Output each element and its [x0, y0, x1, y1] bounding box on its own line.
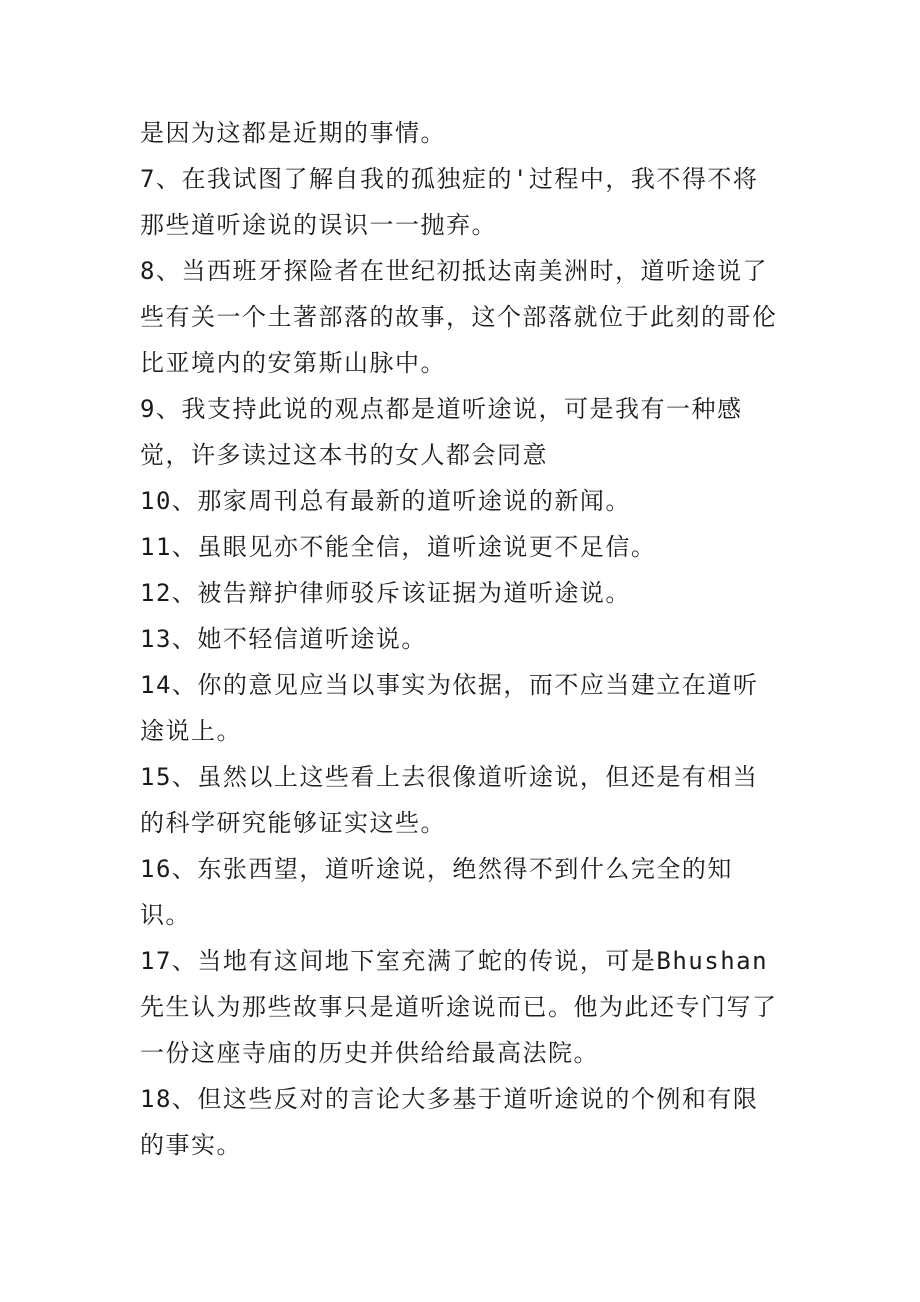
paragraph: 11、虽眼见亦不能全信，道听途说更不足信。	[140, 533, 657, 561]
paragraph: 9、我支持此说的观点都是道听途说，可是我有一种感觉，许多读过这本书的女人都会同意	[140, 395, 743, 469]
paragraph: 8、当西班牙探险者在世纪初抵达南美洲时，道听途说了些有关一个土著部落的故事，这个部落就位于此刻的哥伦比亚境内的安第斯山脉中。	[140, 257, 778, 377]
paragraph: 15、虽然以上这些看上去很像道听途说，但还是有相当的科学研究能够证实这些。	[140, 763, 759, 837]
paragraph: 10、那家周刊总有最新的道听途说的新闻。	[140, 487, 631, 515]
paragraph: 7、在我试图了解自我的孤独症的'过程中，我不得不将那些道听途说的误识一一抛弃。	[140, 165, 759, 239]
paragraph: 17、当地有这间地下室充满了蛇的传说，可是Bhushan先生认为那些故事只是道听途说而已。他为此还专门写了一份这座寺庙的历史并供给给最高法院。	[140, 947, 778, 1067]
paragraph: 12、被告辩护律师驳斥该证据为道听途说。	[140, 579, 631, 607]
paragraph: 是因为这都是近期的事情。	[140, 119, 446, 147]
paragraph: 14、你的意见应当以事实为依据，而不应当建立在道听途说上。	[140, 671, 759, 745]
paragraph: 13、她不轻信道听途说。	[140, 625, 427, 653]
paragraph: 16、东张西望，道听途说，绝然得不到什么完全的知识。	[140, 855, 733, 929]
paragraph: 18、但这些反对的言论大多基于道听途说的个例和有限的事实。	[140, 1085, 759, 1159]
document-body	[140, 110, 780, 1168]
